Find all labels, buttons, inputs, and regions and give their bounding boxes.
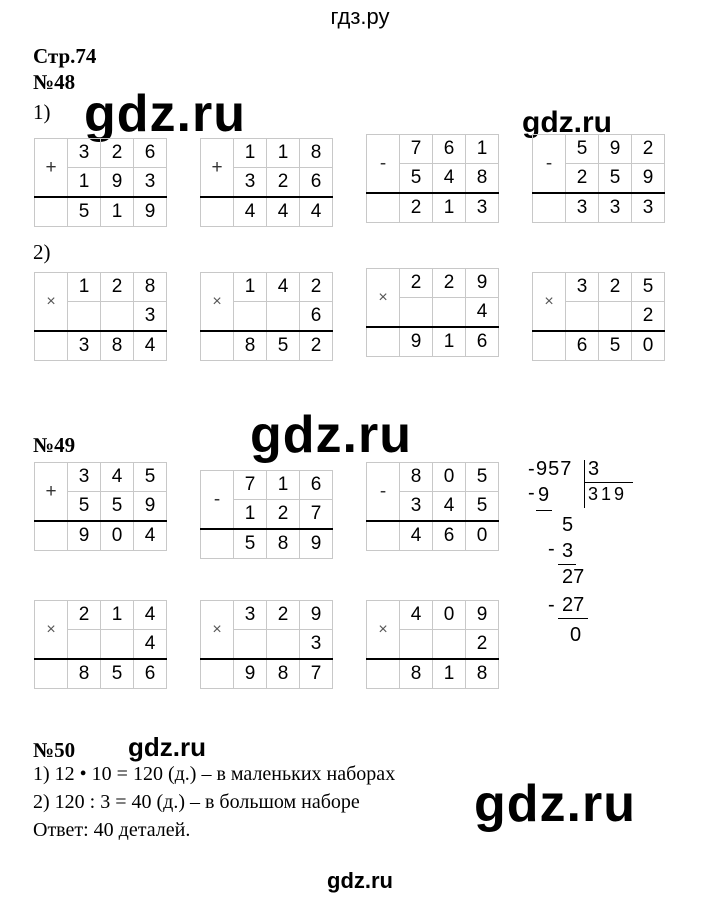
division-step: 5 <box>562 514 574 536</box>
division-quotient: 319 <box>588 484 628 504</box>
operator-sign: × <box>35 601 68 660</box>
column-calculation <box>200 600 333 689</box>
result-digit: 8 <box>400 659 433 689</box>
operand-digit: 2 <box>267 601 300 630</box>
result-digit: 2 <box>300 331 333 361</box>
operand-digit: 6 <box>433 135 466 164</box>
site-header: гдз.ру <box>330 4 390 29</box>
result-digit: 6 <box>566 331 599 361</box>
division-step: 0 <box>570 624 582 646</box>
operand-digit: 4 <box>101 463 134 492</box>
column-calculation <box>366 600 499 689</box>
result-digit: 8 <box>466 659 499 689</box>
operand-digit: 4 <box>466 298 499 328</box>
operand-digit: 5 <box>68 492 101 522</box>
result-digit: 8 <box>101 331 134 361</box>
operand-digit: 4 <box>134 630 167 660</box>
column-calculation <box>34 272 167 361</box>
result-digit: 5 <box>267 331 300 361</box>
division-dividend: 957 <box>536 458 573 480</box>
operand-digit <box>267 302 300 332</box>
operand-digit: 9 <box>632 164 665 194</box>
operand-digit: 3 <box>400 492 433 522</box>
operand-digit: 2 <box>300 273 333 302</box>
operand-digit <box>400 630 433 660</box>
result-digit: 0 <box>466 521 499 551</box>
watermark: gdz.ru <box>250 406 412 464</box>
operand-digit: 1 <box>234 139 267 168</box>
result-digit: 1 <box>101 197 134 227</box>
operand-digit: 3 <box>234 168 267 198</box>
division-step: 9 <box>538 484 550 506</box>
operand-digit: 8 <box>134 273 167 302</box>
page-label: Стр.74 <box>33 44 97 68</box>
operand-digit: 2 <box>466 630 499 660</box>
operand-digit: 4 <box>134 601 167 630</box>
empty-cell <box>367 193 400 223</box>
column-calculation <box>34 600 167 689</box>
operand-digit: 4 <box>267 273 300 302</box>
empty-cell <box>201 529 234 559</box>
column-calculation <box>200 470 333 559</box>
operand-digit <box>101 630 134 660</box>
operand-digit: 2 <box>632 302 665 332</box>
result-digit: 8 <box>68 659 101 689</box>
division-step: 27 <box>562 566 585 588</box>
column-calculation <box>366 134 499 223</box>
empty-cell <box>367 659 400 689</box>
division-step: 27 <box>562 594 585 616</box>
operand-digit: 2 <box>101 139 134 168</box>
operand-digit: 0 <box>433 463 466 492</box>
result-digit: 4 <box>267 197 300 227</box>
operand-digit: 1 <box>234 273 267 302</box>
operand-digit: 5 <box>566 135 599 164</box>
column-calculation <box>200 138 333 227</box>
operator-sign: × <box>533 273 566 332</box>
result-digit: 5 <box>599 331 632 361</box>
operand-digit: 8 <box>400 463 433 492</box>
operator-sign: + <box>35 463 68 522</box>
operand-digit <box>267 630 300 660</box>
operator-sign: - <box>367 135 400 194</box>
empty-cell <box>35 521 68 551</box>
empty-cell <box>533 193 566 223</box>
result-digit: 8 <box>267 529 300 559</box>
result-digit: 9 <box>234 659 267 689</box>
operand-digit: 5 <box>134 463 167 492</box>
operand-digit: 4 <box>400 601 433 630</box>
operator-sign: - <box>201 471 234 530</box>
operand-digit: 6 <box>300 471 333 500</box>
division-minus-sign: - <box>548 594 555 616</box>
operand-digit: 6 <box>134 139 167 168</box>
watermark: gdz.ru <box>84 85 246 143</box>
operand-digit: 2 <box>267 168 300 198</box>
column-calculation <box>34 462 167 551</box>
watermark: gdz.ru <box>327 868 393 893</box>
operand-digit: 9 <box>300 601 333 630</box>
result-digit: 9 <box>400 327 433 357</box>
result-digit: 4 <box>400 521 433 551</box>
operand-digit: 2 <box>400 269 433 298</box>
result-digit: 6 <box>134 659 167 689</box>
result-digit: 1 <box>433 659 466 689</box>
operand-digit: 7 <box>234 471 267 500</box>
operator-sign: - <box>367 463 400 522</box>
division-step: 3 <box>562 540 574 562</box>
operand-digit: 5 <box>599 164 632 194</box>
operand-digit: 3 <box>566 273 599 302</box>
operator-sign: × <box>201 601 234 660</box>
column-calculation <box>532 134 665 223</box>
result-digit: 5 <box>68 197 101 227</box>
result-digit: 1 <box>433 327 466 357</box>
result-digit: 3 <box>632 193 665 223</box>
column-calculation <box>366 462 499 551</box>
operand-digit: 8 <box>466 164 499 194</box>
result-digit: 7 <box>300 659 333 689</box>
result-digit: 6 <box>466 327 499 357</box>
operand-digit: 3 <box>68 139 101 168</box>
operand-digit: 2 <box>566 164 599 194</box>
division-minus-sign: - <box>528 458 535 480</box>
column-calculation <box>532 272 665 361</box>
operand-digit: 2 <box>632 135 665 164</box>
column-calculation <box>366 268 499 357</box>
result-digit: 9 <box>68 521 101 551</box>
operand-digit: 1 <box>267 139 300 168</box>
operand-digit: 4 <box>433 164 466 194</box>
task-48-part2-label: 2) <box>33 240 51 264</box>
result-digit: 4 <box>300 197 333 227</box>
result-digit: 3 <box>599 193 632 223</box>
operand-digit: 1 <box>234 500 267 530</box>
empty-cell <box>201 331 234 361</box>
operator-sign: × <box>201 273 234 332</box>
empty-cell <box>35 331 68 361</box>
operand-digit <box>101 302 134 332</box>
operand-digit: 5 <box>632 273 665 302</box>
task-48-part1-label: 1) <box>33 100 51 124</box>
result-digit: 4 <box>134 331 167 361</box>
operand-digit: 1 <box>267 471 300 500</box>
result-digit: 5 <box>101 659 134 689</box>
operand-digit: 6 <box>300 302 333 332</box>
division-minus-sign: - <box>548 538 555 560</box>
operand-digit: 2 <box>68 601 101 630</box>
operand-digit: 1 <box>466 135 499 164</box>
empty-cell <box>367 327 400 357</box>
operand-digit <box>566 302 599 332</box>
result-digit: 6 <box>433 521 466 551</box>
result-digit: 3 <box>566 193 599 223</box>
operand-digit: 4 <box>433 492 466 522</box>
operand-digit: 9 <box>466 601 499 630</box>
operand-digit: 5 <box>466 492 499 522</box>
operand-digit: 2 <box>599 273 632 302</box>
operand-digit <box>599 302 632 332</box>
watermark: gdz.ru <box>522 106 612 139</box>
operand-digit: 5 <box>101 492 134 522</box>
operand-digit: 3 <box>300 630 333 660</box>
result-digit: 3 <box>68 331 101 361</box>
result-digit: 8 <box>234 331 267 361</box>
operand-digit <box>234 630 267 660</box>
operand-digit: 5 <box>466 463 499 492</box>
operator-sign: - <box>533 135 566 194</box>
operand-digit: 3 <box>134 302 167 332</box>
result-digit: 2 <box>400 193 433 223</box>
operand-digit: 9 <box>101 168 134 198</box>
operand-digit: 2 <box>267 500 300 530</box>
operand-digit: 5 <box>400 164 433 194</box>
operand-digit: 6 <box>300 168 333 198</box>
result-digit: 4 <box>134 521 167 551</box>
answer-line: Ответ: 40 деталей. <box>33 819 191 841</box>
result-digit: 1 <box>433 193 466 223</box>
operand-digit: 7 <box>400 135 433 164</box>
operand-digit: 3 <box>68 463 101 492</box>
task-49-label: №49 <box>33 433 76 457</box>
solution-line-1: 1) 12 • 10 = 120 (д.) – в маленьких наборах <box>33 763 396 785</box>
operand-digit: 2 <box>101 273 134 302</box>
result-digit: 5 <box>234 529 267 559</box>
watermark: gdz.ru <box>474 775 636 833</box>
operand-digit: 9 <box>599 135 632 164</box>
operand-digit <box>234 302 267 332</box>
result-digit: 9 <box>134 197 167 227</box>
operand-digit <box>68 630 101 660</box>
result-digit: 8 <box>267 659 300 689</box>
operand-digit: 1 <box>101 601 134 630</box>
long-division <box>528 458 638 668</box>
empty-cell <box>367 521 400 551</box>
operand-digit <box>433 298 466 328</box>
result-digit: 4 <box>234 197 267 227</box>
operand-digit: 2 <box>433 269 466 298</box>
empty-cell <box>35 197 68 227</box>
operator-sign: × <box>35 273 68 332</box>
operand-digit: 7 <box>300 500 333 530</box>
result-digit: 3 <box>466 193 499 223</box>
operand-digit: 9 <box>134 492 167 522</box>
operand-digit: 1 <box>68 168 101 198</box>
result-digit: 9 <box>300 529 333 559</box>
operator-sign: + <box>35 139 68 198</box>
column-calculation <box>200 272 333 361</box>
operand-digit: 9 <box>466 269 499 298</box>
watermark: gdz.ru <box>128 732 206 762</box>
operand-digit: 3 <box>234 601 267 630</box>
division-minus-sign: - <box>528 482 535 504</box>
task-50-label: №50 <box>33 738 76 762</box>
column-calculation <box>34 138 167 227</box>
operator-sign: + <box>201 139 234 198</box>
empty-cell <box>533 331 566 361</box>
operand-digit <box>433 630 466 660</box>
operand-digit: 3 <box>134 168 167 198</box>
operand-digit: 8 <box>300 139 333 168</box>
operator-sign: × <box>367 269 400 328</box>
operand-digit: 1 <box>68 273 101 302</box>
empty-cell <box>201 197 234 227</box>
solution-line-2: 2) 120 : 3 = 40 (д.) – в большом наборе <box>33 791 360 813</box>
operand-digit: 0 <box>433 601 466 630</box>
result-digit: 0 <box>632 331 665 361</box>
task-48-label: №48 <box>33 70 76 94</box>
empty-cell <box>35 659 68 689</box>
empty-cell <box>201 659 234 689</box>
operator-sign: × <box>367 601 400 660</box>
division-divisor: 3 <box>588 458 600 480</box>
operand-digit <box>400 298 433 328</box>
result-digit: 0 <box>101 521 134 551</box>
operand-digit <box>68 302 101 332</box>
